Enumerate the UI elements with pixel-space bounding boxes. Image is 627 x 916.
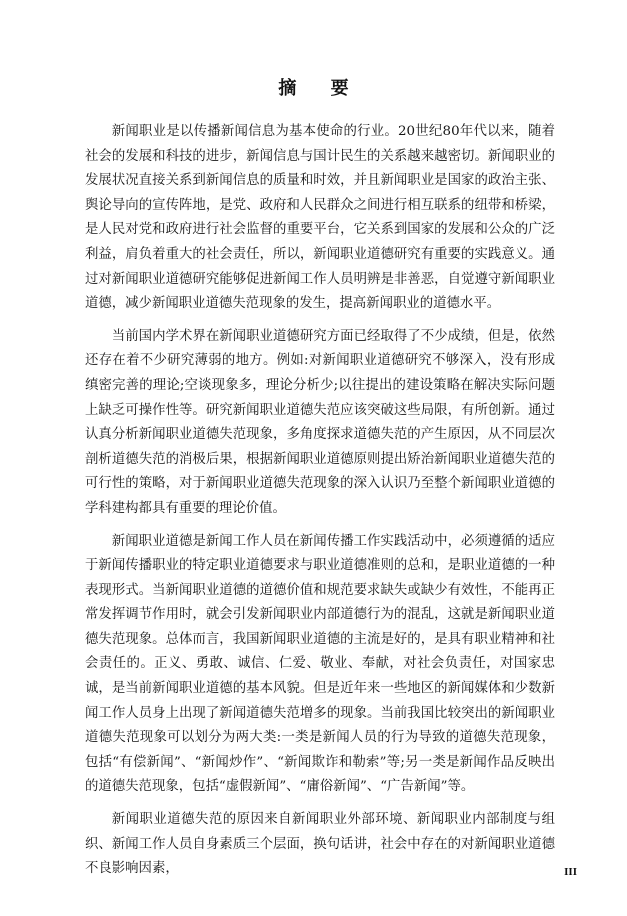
abstract-body <box>85 120 555 890</box>
page-title: 摘 要 <box>278 78 363 99</box>
paragraph-2: 当前国内学术界在新闻职业道德研究方面已经取得了不少成绩，但是，依然还存在着不少研究薄弱的地方。例如:对新闻职业道德研究不够深入，没有形成缜密完善的理论;空谈现象多，理论分析少;以往提出的建设策略在解决实际问题上缺乏可操作性等。研究新闻职业道德失范应该突破这些局限，有所创新。通过认真分析新闻职业道德失范现象，多角度探求道德失范的产生原因，从不同层次剖析道德失范的消极后果，根据新闻职业道德原则提出矫治新闻职业道德失范的可行性的策略，对于新闻职业道德失范现象的深入认识乃至整个新闻职业道德的学科建构都具有重要的理论价值。 <box>85 328 555 516</box>
paragraph-3: 新闻职业道德是新闻工作人员在新闻传播工作实践活动中，必须遵循的适应于新闻传播职业的特定职业道德要求与职业道德准则的总和，是职业道德的一种表现形式。当新闻职业道德的道德价值和规范要求缺失或缺少有效性，不能再正常发挥调节作用时，就会引发新闻职业内部道德行为的混乱，这就是新闻职业道德失范现象。总体而言，我国新闻职业道德的主流是好的，是具有职业精神和社会责任的。正义、勇敢、诚信、仁爱、敬业、奉献，对社会负责任，对国家忠诚，是当前新闻职业道德的基本风貌。但是近年来一些地区的新闻媒体和少数新闻工作人员身上出现了新闻道德失范增多的现象。当前我国比较突出的新闻职业道德失范现象可以划分为两大类:一类是新闻人员的行为导致的道德失范现象，包括“有偿新闻”、“新闻炒作”、“新闻欺诈和勒索”等;另一类是新闻作品反映出的道德失范现象，包括“虚假新闻”、“庸俗新闻”、“广告新闻”等。 <box>85 533 555 795</box>
paragraph-1: 新闻职业是以传播新闻信息为基本使命的行业。20世纪80年代以来，随着社会的发展和科技的进步，新闻信息与国计民生的关系越来越密切。新闻职业的发展状况直接关系到新闻信息的质量和时效，并且新闻职业是国家的政治主张、舆论导向的宣传阵地，是党、政府和人民群众之间进行相互联系的纽带和桥梁，是人民对党和政府进行社会监督的重要平台，它关系到国家的发展和公众的广泛利益，肩负着重大的社会责任，所以，新闻职业道德研究有重要的实践意义。通过对新闻职业道德研究能够促进新闻工作人员明辨是非善恶，自觉遵守新闻职业道德，减少新闻职业道德失范现象的发生，提高新闻职业的道德水平。 <box>85 124 555 312</box>
paragraph-4: 新闻职业道德失范的原因来自新闻职业外部环境、新闻职业内部制度与组织、新闻工作人员自身素质三个层面，换句话讲，社会中存在的对新闻职业道德不良影响因素， <box>85 812 555 877</box>
page-number: III <box>564 866 577 878</box>
